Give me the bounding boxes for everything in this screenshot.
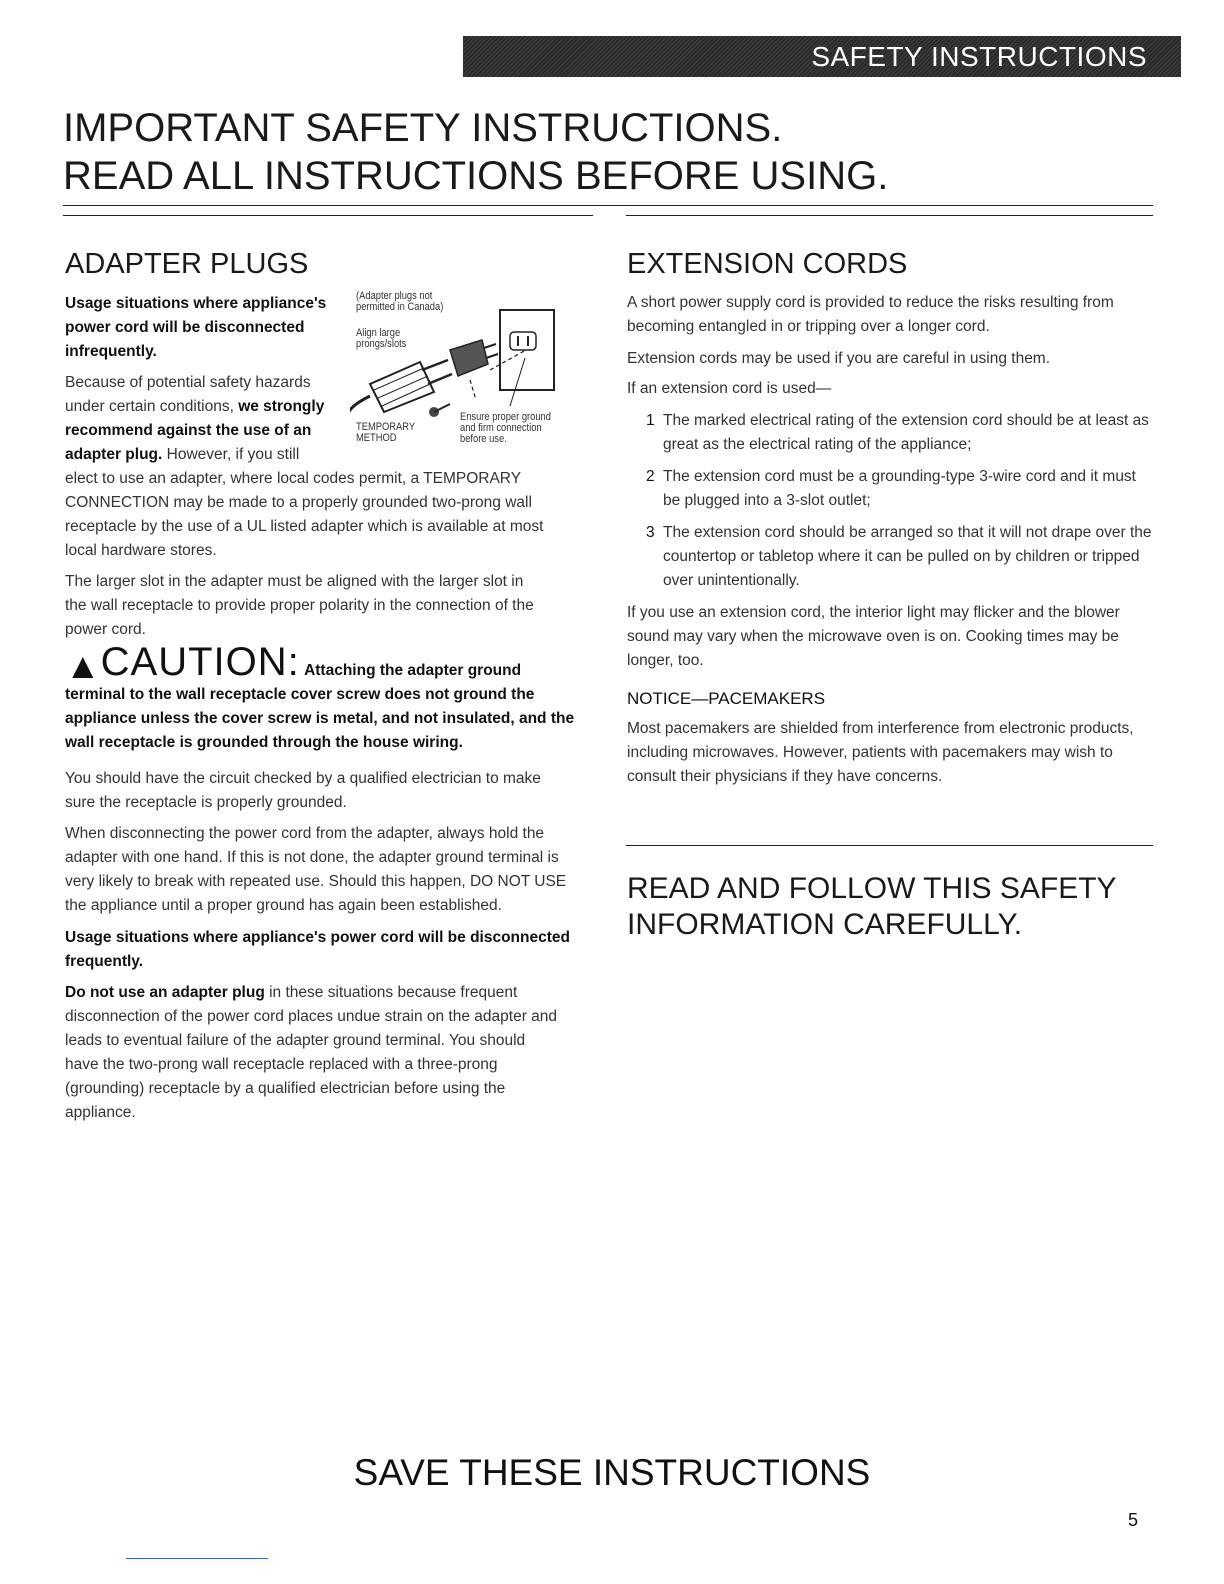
adapter-intro-block [65,292,343,364]
list-item-number: 3 [646,524,655,541]
caution-block [65,640,575,755]
footer-link-underline [126,1558,268,1559]
adapter-text-1-bold: we strongly recommend against the use of an adapter plug. [65,398,325,463]
list-item-number: 2 [646,468,655,485]
diagram-label-canada [356,291,443,313]
read-follow-line-1: READ AND FOLLOW THIS SAFETY [627,872,1117,905]
save-instructions-title: SAVE THESE INSTRUCTIONS [353,1452,871,1493]
adapter-plugs-section [65,247,577,281]
caution-text: Attaching the adapter ground terminal to the wall receptacle cover screw does not ground the appliance unless the cover screw is metal, and not insulated, and the wall receptacle is grounded through the house wiring. [65,662,575,751]
diagram-label-align-line-2: prongs/slots [356,338,407,350]
extension-cords-section [627,247,1152,789]
list-item-number: 1 [646,412,655,429]
caution-paragraph [65,640,575,755]
extension-text-1: A short power supply cord is provided to reduce the risks resulting from becoming entangled in or tripping over a longer cord. [627,294,1114,335]
notice-pacemakers-text: Most pacemakers are shielded from interference from electronic products, including microwaves. However, patients with pacemakers may wish to consult their physicians if they have concerns. [627,720,1134,785]
diagram-label-canada-line-1: (Adapter plugs not [356,290,433,302]
list-item-text: The extension cord should be arranged so that it will not drape over the countertop or tabletop where it can be pulled on by children or tripped over unintentionally. [663,524,1152,589]
read-follow-rule [626,845,1153,846]
notice-pacemakers-heading: NOTICE—PACEMAKERS [627,689,826,708]
adapter-text-4: When disconnecting the power cord from the adapter, always hold the adapter with one hand. If this is not done, the adapter ground terminal is very likely to break with repeated use. Should this happen, DO NOT USE the appliance until a proper ground has again been established. [65,825,567,914]
page-number: 5 [1128,1510,1139,1530]
title-rule [63,205,1153,206]
left-column-rule [63,215,593,216]
adapter-text-5-rest: in these situations because frequent disconnection of the power cord places undue strain on the adapter and leads to eventual failure of the adapter ground terminal. You should have the two-prong wall receptacle replaced with a three-prong (grounding) receptacle by a qualified electrician before using the appliance. [65,984,558,1121]
usage-frequent-block [65,926,577,974]
adapter-paragraph-4 [65,822,575,918]
adapter-text-3: You should have the circuit checked by a qualified electrician to make sure the receptacle is properly grounded. [65,770,541,811]
list-item-text: The marked electrical rating of the extension cord should be at least as great as the electrical rating of the appliance; [663,412,1149,453]
diagram-label-align-line-1: Align large [356,327,401,339]
adapter-text-2: The larger slot in the adapter must be aligned with the larger slot in the wall receptacle to provide proper polarity in the connection of the power cord. [65,573,534,638]
caution-word: CAUTION: [100,640,300,684]
diagram-label-canada-line-2: permitted in Canada) [356,301,444,313]
usage-infrequent-heading: Usage situations where appliance's power cord will be disconnected infrequently. [65,295,327,360]
page-title-line-2: READ ALL INSTRUCTIONS BEFORE USING. [63,154,889,198]
read-follow-heading [627,871,1152,943]
diagram-float-spacer [335,371,575,467]
adapter-text-5 [65,981,560,1125]
adapter-text-1 [65,371,575,563]
diagram-label-method-line-2: METHOD [356,432,397,444]
read-follow-line-2: INFORMATION CAREFULLY. [627,908,1023,941]
extension-text-4: If you use an extension cord, the interior light may flicker and the blower sound may vary when the microwave oven is on. Cooking times may be longer, too. [627,604,1120,669]
page-title [63,104,888,200]
diagram-label-align [356,328,406,350]
right-column-rule [626,215,1153,216]
warning-triangle-icon: ▲ [65,645,101,686]
adapter-paragraph-2 [65,570,545,642]
section-header-bar [463,36,1181,77]
read-follow-block [627,871,1152,943]
diagram-label-ground-line-2: and firm connection [460,422,542,434]
diagram-label-ground-line-1: Ensure proper ground [460,411,551,423]
list-item [627,521,1152,593]
diagram-label-method-line-1: TEMPORARY [356,421,416,433]
list-item [627,409,1152,457]
adapter-text-1c: However, if you still elect to use an adapter, where local codes permit, a TEMPORARY CONNECTION may be made to a properly grounded two-prong wall receptacle by the use of a UL listed adapter which is available at most local hardware stores. [65,446,544,559]
page-title-line-1: IMPORTANT SAFETY INSTRUCTIONS. [63,106,783,150]
extension-cords-heading: EXTENSION CORDS [627,248,908,280]
adapter-plugs-heading: ADAPTER PLUGS [65,248,309,280]
adapter-text-5-bold: Do not use an adapter plug [65,984,265,1001]
adapter-paragraph-1 [65,371,575,563]
section-header-label: SAFETY INSTRUCTIONS [811,41,1147,72]
list-item [627,465,1152,513]
adapter-paragraph-5 [65,981,560,1125]
extension-text-3: If an extension cord is used— [627,380,832,397]
adapter-text-1a: Because of potential safety hazards under certain conditions, [65,374,311,415]
extension-text-2: Extension cords may be used if you are careful in using them. [627,350,1051,367]
list-item-text: The extension cord must be a grounding-type 3-wire cord and it must be plugged into a 3-slot outlet; [663,468,1136,509]
adapter-paragraph-3 [65,767,575,815]
diagram-label-ground-line-3: before use. [460,433,507,445]
extension-requirements-list [627,409,1152,593]
usage-frequent-heading: Usage situations where appliance's power cord will be disconnected frequently. [65,929,570,970]
